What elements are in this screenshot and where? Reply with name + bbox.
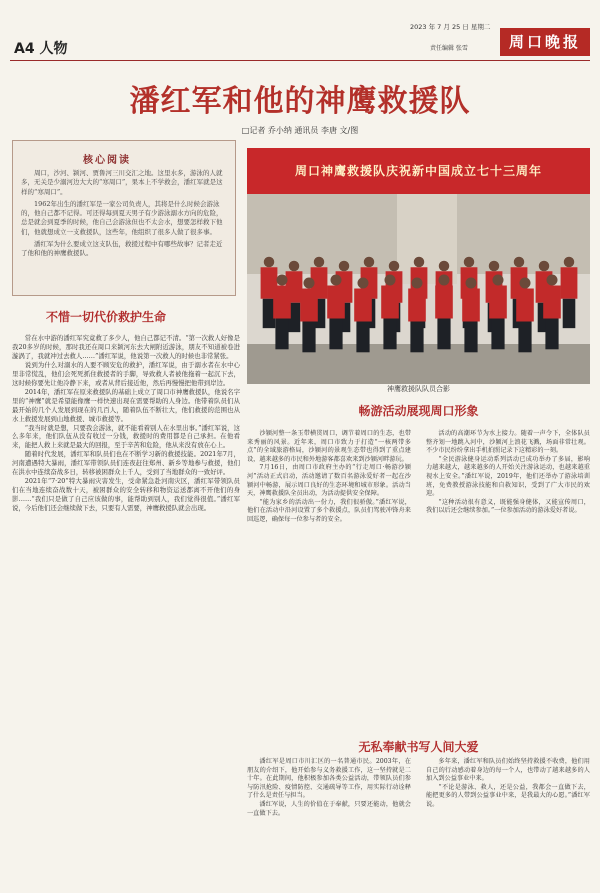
team-member-figure [516, 278, 534, 353]
section1-paragraph: 随着时代发展，潘红军和队员们也在不断学习新的救援技能。2021年7月，河南遭遇特大暴雨，潘红军带领队员们连夜赶往郑州、新乡等地参与救援，他们在洪水中连续奋战多日，转移被困群众上千人，受到了当地群众的一致好评。 [12, 450, 240, 477]
article-headline: 潘红军和他的神鹰救援队 [129, 84, 471, 119]
core-paragraph: 1962年出生的潘红军是一家公司负责人，其将是什么时候会游泳的，他自己都不记得。可还得每到夏天男子有少游泳溺水方向的危险，总是就会到夏季的时候，他自己会游泳但也不太会水，想要怎样救下他们，他就想成立一支救援队，这些年，他组织了很多人做了很多事。 [21, 199, 223, 236]
team-member-figure [354, 278, 372, 353]
team-member-figure [435, 275, 453, 350]
section2-paragraph: “这种活动很有意义，既能强身健体，又能宣传周口，我们以后还会继续参加。”一位参加活动的游泳爱好者说。 [426, 498, 590, 515]
team-member-figure [543, 275, 561, 350]
team-member-figure [273, 275, 291, 350]
section2-paragraph: “能为家乡的活动出一份力，我们很骄傲。”潘红军说，他们在活动中沿河设置了多个救援点，队员们驾驶冲锋舟来回巡逻，确保每一位参与者的安全。 [247, 498, 411, 523]
team-member-figure [381, 275, 399, 350]
section1-paragraph: 说到为什么对溺水的人要不顾安危的救护，潘红军说，由于溺水者在水中心里非常慌乱，他们会死死抓住救援者的手脚，导致救人者被他拖着一起沉下去，这时候你要先让他冷静下来，或者从背后接近他，然后再慢慢把他带到岸边。 [12, 360, 240, 387]
team-member-figure [327, 275, 345, 350]
section2-paragraph: 活动的高潮环节为水上接力。随着一声令下，全体队员整齐划一地跳入河中，沙颍河上浪花飞溅，场面非常壮观。不少市民纷纷拿出手机拍照记录下这精彩的一刻。 [426, 430, 590, 455]
page-header [0, 0, 600, 62]
section1-paragraph: 常在水中游的潘红军究竟救了多少人，他自己都记不清。“第一次救人好像是我20多岁的时候，那时我还在周口来颍河东去大闸附近游泳，朋友不知道被卷进漩涡了，我就冲过去救人……”潘红军说，他说第一次救人的时候也非常紧张。 [12, 334, 240, 360]
newspaper-logo: 周口晚报 [500, 28, 590, 56]
section1-paragraph: 2014年，潘红军在原来救援队的基础上成立了周口市神鹰救援队，他说名字里的“神鹰”就是希望能像鹰一样快速出现在需要帮助的人身边。他带着队员们从最开始的几个人发展到现在的几百人，随着队伍不断壮大，他们救援的范围也从水上救援发展到山地救援、城市救援等。 [12, 387, 240, 423]
team-member-figure [489, 275, 507, 350]
team-members-illustration [247, 194, 590, 384]
header-divider [10, 60, 590, 61]
section2-title: 畅游活动展现周口形象 [358, 404, 479, 418]
editors-credit: 责任编辑 张雪 [430, 45, 468, 52]
photo-banner: 周口神鹰救援队庆祝新中国成立七十三周年 [247, 148, 590, 194]
section2-paragraph: 沙颍河整一条玉带横贯周口，调节着周口的生态，也带来秀丽的风景。近年来，周口市致力于打造“一核两带多点”的全域旅游格局，沙颍河的景观生态带也得到了重点建设，越来越多的市民和外地游客都喜欢来到沙颍河畔游玩。 [247, 430, 411, 463]
team-member-figure [462, 278, 480, 353]
core-reading-text [21, 169, 227, 262]
section3-column-right [426, 758, 590, 810]
section1-paragraph: 2021年“7·20”特大暴雨灾害发生，受命紧急赴河南灾区，潘红军带领队员们在当地连续奋战数十天，被困群众的安全转移和物资运送都离不开他们的身影……“我们只是做了自己应该做的事，能帮助到别人，我们觉得很值。”潘红军说，今后他们还会继续做下去，只要有人需要，神鹰救援队就会出现。 [12, 477, 240, 513]
team-member-figure [408, 278, 426, 353]
team-member-figure [561, 257, 578, 328]
section1-title: 不惜一切代价救护生命 [46, 310, 167, 324]
core-reading-title: 核心阅读 [83, 155, 131, 166]
section1-paragraph: “我当时就是想，只要我会游泳，就不能看着别人在水里出事。”潘红军说，这么多年来，他们队伍从没有收过一分钱，救援时的费用都是自己承担。在他看来，能把人救上来就是最大的回报，至于辛苦和危险，他从来没有放在心上。 [12, 423, 240, 450]
core-reading-box [12, 140, 236, 296]
section3-column-left [247, 758, 411, 818]
core-paragraph: 潘红军为什么要成立这支队伍，救援过程中有哪些故事？记者走近了他和他的神鹰救援队。 [21, 240, 223, 258]
article-byline: □记者 乔小纳 通讯员 李唐 文/图 [241, 126, 359, 135]
section3-paragraph: 潘红军是周口市川汇区的一名普通市民。2003年，在朋友的介绍下，他开始参与义务救援工作，这一坚持就是二十年。在此期间，他积极参加各类公益活动，带领队员们参与防汛抢险、疫情防控、交通疏导等工作，用实际行动诠释了什么是责任与担当。 [247, 758, 411, 800]
team-photo [247, 148, 590, 384]
section2-paragraph: “全民游泳健身运动系列活动已成功举办了多届，影响力越来越大，越来越多的人开始关注游泳运动，也越来越重视水上安全。”潘红军说，2019年，他们还举办了游泳培训班，免费教授游泳技能和自救知识，受到了广大市民的欢迎。 [426, 455, 590, 498]
section3-paragraph: “不论是游泳、救人，还是公益，我都会一直做下去，能把更多的人带到公益事业中来，是我最大的心愿。”潘红军说。 [426, 783, 590, 808]
photo-caption: 神鹰救援队队员合影 [387, 385, 450, 393]
section3-paragraph: 多年来，潘红军和队员们始终坚持救援不收费，他们用自己的行动感动着身边的每一个人，也带动了越来越多的人加入到公益事业中来。 [426, 758, 590, 783]
dateline: 2023 年 7 月 25 日 星期二 [410, 23, 491, 31]
section1-body [12, 334, 240, 513]
section3-title: 无私奉献书写人间大爱 [358, 740, 479, 754]
core-paragraph: 周口，沙河、颍河、贾鲁河三川交汇之地。这里水多，游泳的人就多，无关是少溺河边大大的“寒周口”，果本上不学救会，潘红军就是这样的“寒周口”。 [21, 169, 223, 196]
section-label: A4 人物 [14, 41, 68, 57]
section3-paragraph: 潘红军说，人生的价值在于奉献，只要还能动，他就会一直做下去。 [247, 800, 411, 817]
section2-column-right [426, 430, 590, 516]
section2-paragraph: 7月16日，由周口市政府主办的“行走周口·畅游沙颍河”活动正式启动，活动邀请了数百名游泳爱好者一起在沙颍河中畅游，展示周口良好的生态环境和城市形象。活动当天，神鹰救援队全员出动，为活动提供安全保障。 [247, 464, 411, 498]
team-member-figure [300, 278, 318, 353]
section2-column-left [247, 430, 411, 525]
